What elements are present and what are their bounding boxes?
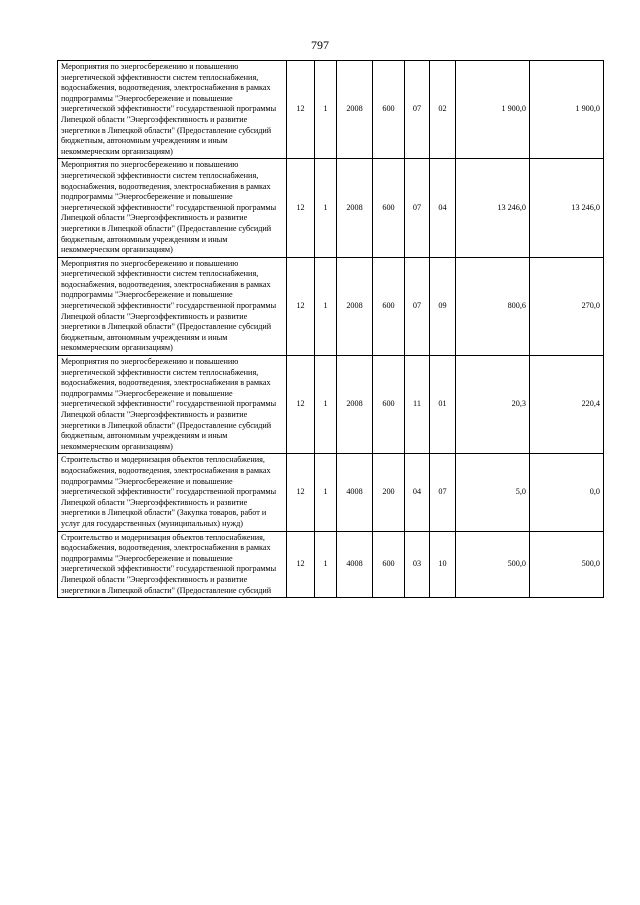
subsection-code: 10 [430,531,456,598]
expense-type-code: 600 [373,61,405,159]
program-code: 12 [287,356,315,454]
table-row [58,159,604,257]
amount-year-1: 500,0 [456,531,530,598]
amount-year-2: 500,0 [530,531,604,598]
row-description: Мероприятия по энергосбережению и повышению энергетической эффективности систем теплоснабжения, водоснабжения, водоотведения, электроснабжения в рамках подпрограммы "Энергосбережение и повышение энергетической эффективности" государственной программы Липецкой области "Энергоэффективность и развитие энергетики в Липецкой области" (Предоставление субсидий бюджетным, автономным учреждениям и иным некоммерческим организациям) [58,257,287,355]
subsection-code: 02 [430,61,456,159]
row-description: Мероприятия по энергосбережению и повышению энергетической эффективности систем теплоснабжения, водоснабжения, водоотведения, электроснабжения в рамках подпрограммы "Энергосбережение и повышение энергетической эффективности" государственной программы Липецкой области "Энергоэффективность и развитие энергетики в Липецкой области" (Предоставление субсидий бюджетным, автономным учреждениям и иным некоммерческим организациям) [58,61,287,159]
subsection-code: 07 [430,454,456,531]
table-body [58,61,604,598]
amount-year-2: 13 246,0 [530,159,604,257]
target-item-code: 2008 [337,257,373,355]
subprogram-code: 1 [315,531,337,598]
target-item-code: 2008 [337,356,373,454]
program-code: 12 [287,257,315,355]
section-code: 03 [405,531,430,598]
amount-year-1: 20,3 [456,356,530,454]
amount-year-2: 220,4 [530,356,604,454]
section-code: 07 [405,257,430,355]
table-row [58,61,604,159]
subsection-code: 09 [430,257,456,355]
subprogram-code: 1 [315,61,337,159]
subprogram-code: 1 [315,356,337,454]
section-code: 07 [405,61,430,159]
amount-year-2: 1 900,0 [530,61,604,159]
program-code: 12 [287,159,315,257]
target-item-code: 4008 [337,531,373,598]
expense-type-code: 200 [373,454,405,531]
row-description: Мероприятия по энергосбережению и повышению энергетической эффективности систем теплоснабжения, водоснабжения, водоотведения, электроснабжения в рамках подпрограммы "Энергосбережение и повышение энергетической эффективности" государственной программы Липецкой области "Энергоэффективность и развитие энергетики в Липецкой области" (Предоставление субсидий бюджетным, автономным учреждениям и иным некоммерческим организациям) [58,159,287,257]
target-item-code: 2008 [337,61,373,159]
program-code: 12 [287,454,315,531]
expense-type-code: 600 [373,257,405,355]
subsection-code: 04 [430,159,456,257]
target-item-code: 4008 [337,454,373,531]
page-number: 797 [311,38,329,52]
table-row [58,454,604,531]
table-row [58,257,604,355]
program-code: 12 [287,61,315,159]
amount-year-2: 270,0 [530,257,604,355]
budget-table [57,60,604,598]
amount-year-2: 0,0 [530,454,604,531]
table-row [58,531,604,598]
subprogram-code: 1 [315,159,337,257]
table-row [58,356,604,454]
amount-year-1: 13 246,0 [456,159,530,257]
section-code: 11 [405,356,430,454]
expense-type-code: 600 [373,356,405,454]
target-item-code: 2008 [337,159,373,257]
row-description: Строительство и модернизация объектов теплоснабжения, водоснабжения, водоотведения, электроснабжения в рамках подпрограммы "Энергосбережение и повышение энергетической эффективности" государственной программы Липецкой области "Энергоэффективность и развитие энергетики в Липецкой области" (Закупка товаров, работ и услуг для государственных (муниципальных) нужд) [58,454,287,531]
expense-type-code: 600 [373,531,405,598]
subsection-code: 01 [430,356,456,454]
subprogram-code: 1 [315,257,337,355]
amount-year-1: 5,0 [456,454,530,531]
row-description: Строительство и модернизация объектов теплоснабжения, водоснабжения, водоотведения, электроснабжения в рамках подпрограммы "Энергосбережение и повышение энергетической эффективности" государственной программы Липецкой области "Энергоэффективность и развитие энергетики в Липецкой области" (Предоставление субсидий [58,531,287,598]
subprogram-code: 1 [315,454,337,531]
amount-year-1: 1 900,0 [456,61,530,159]
section-code: 04 [405,454,430,531]
program-code: 12 [287,531,315,598]
expense-type-code: 600 [373,159,405,257]
section-code: 07 [405,159,430,257]
amount-year-1: 800,6 [456,257,530,355]
row-description: Мероприятия по энергосбережению и повышению энергетической эффективности систем теплоснабжения, водоснабжения, водоотведения, электроснабжения в рамках подпрограммы "Энергосбережение и повышение энергетической эффективности" государственной программы Липецкой области "Энергоэффективность и развитие энергетики в Липецкой области" (Предоставление субсидий бюджетным, автономным учреждениям и иным некоммерческим организациям) [58,356,287,454]
